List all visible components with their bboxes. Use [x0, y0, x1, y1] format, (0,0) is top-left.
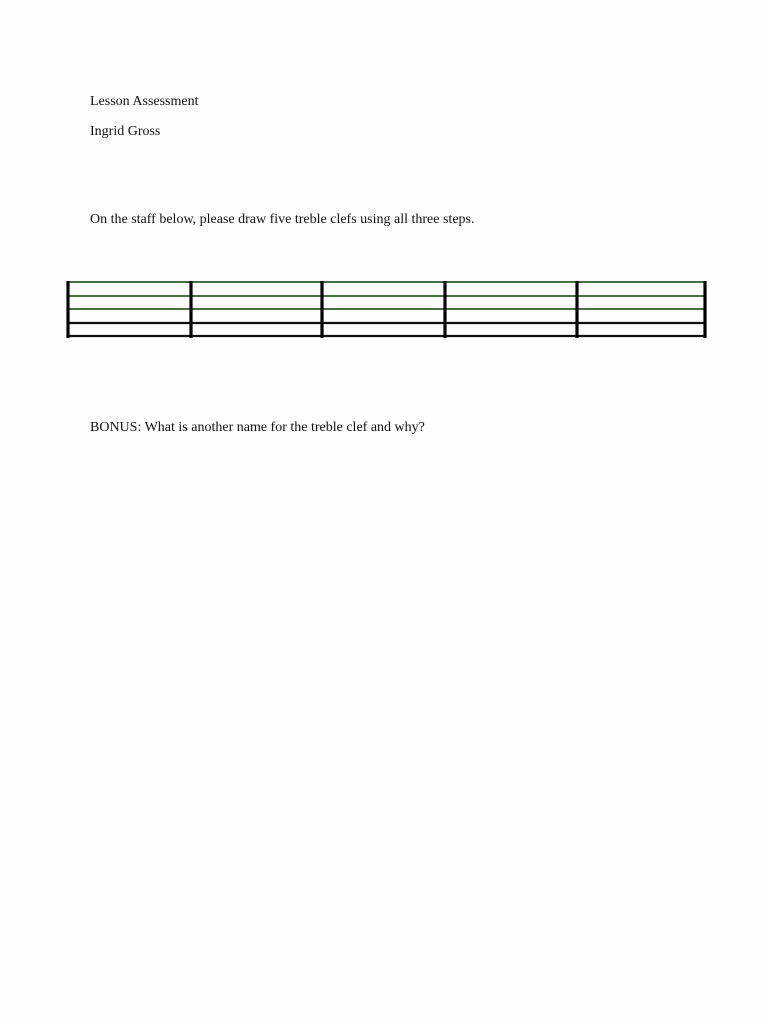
document-title: Lesson Assessment [90, 94, 199, 109]
author-name: Ingrid Gross [90, 124, 161, 139]
staff-lines [67, 282, 706, 336]
bonus-question: BONUS: What is another name for the treble clef and why? [90, 420, 425, 435]
bar-lines [68, 281, 705, 338]
instructions-text: On the staff below, please draw five treble clefs using all three steps. [90, 212, 475, 227]
